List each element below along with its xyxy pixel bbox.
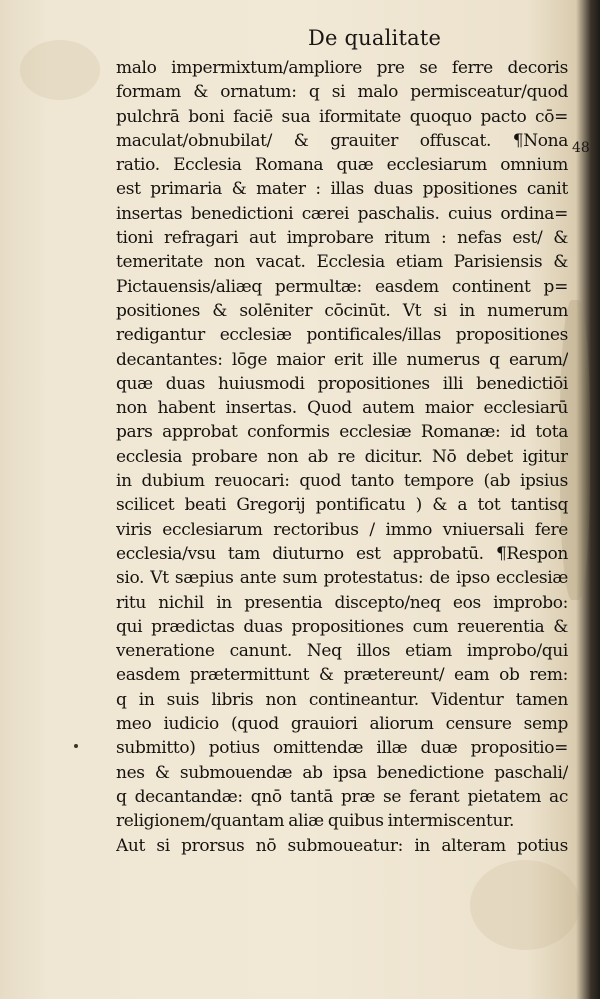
text-line: ritu nichil in presentia discepto/neq eos improbo: xyxy=(116,592,568,613)
text-line: easdem prætermittunt & prætereunt/ eam ob rem: xyxy=(116,665,568,686)
paper-stain xyxy=(470,860,580,950)
text-line: qui prædictas duas propositiones cum reuerentia & xyxy=(116,616,568,637)
text-line: q decantandæ: qnō tantā præ se ferant pietatem ac xyxy=(116,786,568,807)
text-line: ratio. Ecclesia Romana quæ ecclesiarum omnium xyxy=(116,155,568,176)
text-line: positiones & solēniter cōcinūt. Vt si in numerum xyxy=(116,300,568,321)
text-line: submitto) potius omittendæ illæ duæ propositio= xyxy=(116,738,568,759)
text-line: q in suis libris non contineantur. Videntur tamen xyxy=(116,689,568,710)
text-line: meo iudicio (quod grauiori aliorum censure semp xyxy=(116,714,568,735)
text-line: est primaria & mater : illas duas ppositiones canit xyxy=(116,179,568,200)
paper-stain xyxy=(20,40,100,100)
text-line: scilicet beati Gregorij pontificatu ) & a tot tantisq xyxy=(116,495,568,516)
text-line: pulchrā boni faciē sua iformitate quoquo pacto cō= xyxy=(116,106,568,127)
text-line: decantantes: lōge maior erit ille numerus q earum/ xyxy=(116,349,568,370)
text-line: religionem/quantam aliæ quibus intermiscentur. xyxy=(116,811,515,832)
text-line: sio. Vt sæpius ante sum protestatus: de ipso ecclesiæ xyxy=(116,568,568,589)
text-line: quæ duas huiusmodi propositiones illi benedictiōi xyxy=(116,373,568,394)
ink-speck xyxy=(74,744,78,748)
text-line: ecclesia/vsu tam diuturno est approbatū. ¶Respon xyxy=(116,543,568,564)
text-line: viris ecclesiarum rectoribus / immo vniuersali fere xyxy=(116,519,568,540)
text-line: non habent insertas. Quod autem maior ecclesiarū xyxy=(116,398,568,419)
text-line: veneratione canunt. Neq illos etiam improbo/qui xyxy=(116,641,568,662)
text-line: formam & ornatum: q si malo permisceatur/quod xyxy=(116,82,568,103)
text-line: nes & submouendæ ab ipsa benedictione paschali/ xyxy=(116,762,568,783)
folio-number: 48 xyxy=(572,140,590,156)
text-line: pars approbat conformis ecclesiæ Romanæ: id tota xyxy=(116,422,568,443)
text-line: Aut si prorsus nō submoueatur: in alteram potius xyxy=(116,835,568,856)
text-line: temeritate non vacat. Ecclesia etiam Parisiensis & xyxy=(116,252,568,273)
text-line: ecclesia probare non ab re dicitur. Nō debet igitur xyxy=(116,446,568,467)
text-block xyxy=(116,56,568,858)
text-line: maculat/obnubilat/ & grauiter offuscat. ¶Nona xyxy=(116,130,568,151)
running-head: De qualitate xyxy=(308,26,442,50)
text-line: tioni refragari aut improbare ritum : nefas est/ & xyxy=(116,228,568,249)
text-line: in dubium reuocari: quod tanto tempore (ab ipsius xyxy=(116,471,568,492)
text-line: Pictauensis/aliæq permultæ: easdem continent p= xyxy=(116,276,568,297)
text-line: insertas benedictioni cærei paschalis. cuius ordina= xyxy=(116,203,568,224)
text-line: malo impermixtum/ampliore pre se ferre decoris xyxy=(116,58,568,78)
text-line: redigantur ecclesiæ pontificales/illas propositiones xyxy=(116,325,568,346)
